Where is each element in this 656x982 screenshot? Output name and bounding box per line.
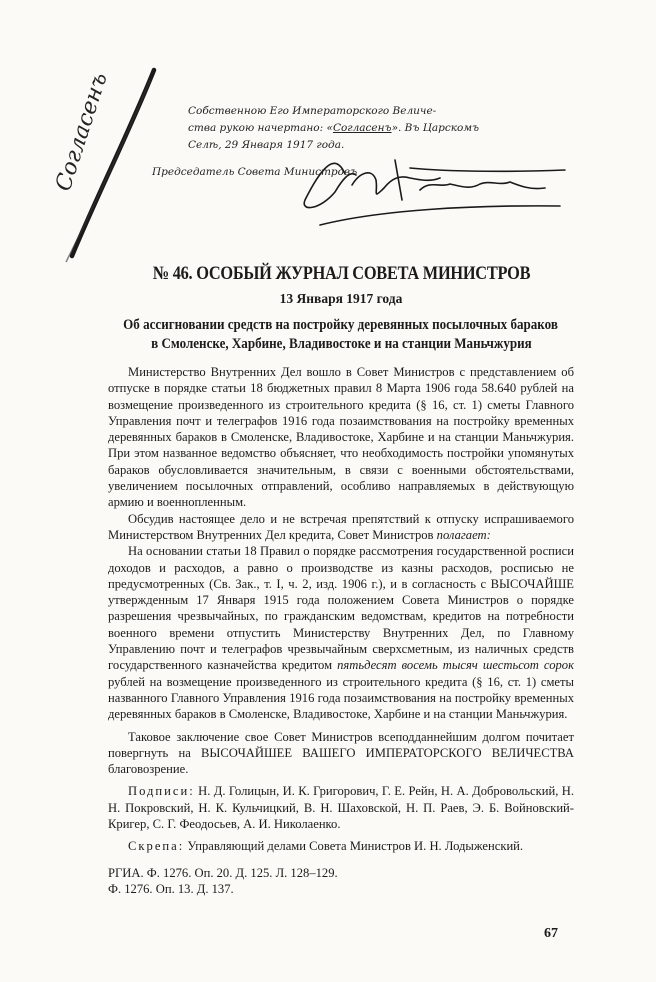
paragraph-resolution <box>108 543 574 722</box>
page-number: 67 <box>544 926 558 941</box>
countersign-text: Управляющий делами Совета Министров И. Н. Лодыженский. <box>187 839 524 854</box>
archive-references <box>108 865 574 897</box>
paragraph-conclusion: Таковое заключение свое Совет Министров всеподданнейшим долгом почитает повергнуть на ВЫСОЧАЙШЕЕ ВАШЕГО ИМПЕРАТОРСКОГО ВЕЛИЧЕСТВА благовозрение. <box>108 729 574 777</box>
document-column <box>108 262 574 897</box>
paragraph-emphasis: полагает: <box>436 527 491 542</box>
resolution-approved-word: Согласенъ <box>332 122 392 134</box>
signatures <box>108 783 574 832</box>
subtitle-text: Об ассигновании средств на постройку деревянных посылочных бараков <box>123 317 559 333</box>
paragraph-discussion <box>108 511 574 544</box>
resolution-text: ства рукою начертано: « <box>188 122 333 134</box>
document-title <box>108 262 574 286</box>
imperial-resolution <box>188 103 479 154</box>
document-title-text: № 46. ОСОБЫЙ ЖУРНАЛ СОВЕТА МИНИСТРОВ <box>152 263 530 284</box>
signatures-list: Н. Д. Голицын, И. К. Григорович, Г. Е. Рейн, Н. А. Добровольский, Н. Н. Покровский, Н. К. Кульчицкий, В. Н. Шаховской, Н. П. Раев, Э. Б. Войновский-Кригер, С. Г. Феодосьев, А. И. Николаенко. <box>108 784 574 832</box>
document-body <box>108 364 574 855</box>
countersign-label: Скрепа: <box>128 839 185 854</box>
marginal-approval-text: Согласенъ <box>51 69 113 195</box>
document-subtitle <box>108 316 574 354</box>
resolution-line-2 <box>188 120 479 137</box>
countersignature <box>108 838 574 854</box>
amount-in-words: пятьдесят восемь тысяч шестьсот сорок <box>337 658 574 673</box>
subtitle-line <box>108 316 574 335</box>
resolution-line-1: Собственною Его Императорского Величе- <box>188 105 437 117</box>
paragraph-text: На основании статьи 18 Правил о порядке рассмотрения государственной росписи доходов и расходов, а равно о производстве из казны расходов, росписью не предусмотренных (Св. Зак., т. I, ч. 2, изд. 1906 г.), и в согласность с ВЫСОЧАЙШЕ утвержденным 17 Января 1915 года положением Совета Министров о порядке разрешения чрезвычайных, по гражданским ведомствам, кредитов на потребности военного времени отпустить Министерству Внутренних Дел, по Главному Управлению почт и телеграфов чрезвычайным сверхсметным, из наличных средств государственного казначейства кредитом <box>108 544 574 673</box>
paragraph-text: Обсудив настоящее дело и не встречая препятствий к отпуску испрашиваемого Министерством Внутренних Дел кредита, Совет Министров <box>108 511 574 542</box>
subtitle-text: в Смоленске, Харбине, Владивостоке и на станции Маньчжурия <box>150 336 532 352</box>
archive-reference: Ф. 1276. Оп. 13. Д. 137. <box>108 881 234 896</box>
resolution-line-3: Селѣ, 29 Января 1917 года. <box>188 139 345 151</box>
chairman-label: Председатель Совета Министровъ <box>152 166 358 178</box>
paragraph-text: рублей на возмещение произведенного из строительного кредита (§ 16, ст. 1) сметы названного Главного Управления 1916 года позаимствования на постройку временных деревянных бараков в Смоленске, Владивостоке, Харбине и на станции Маньчжурия. <box>108 674 574 722</box>
document-date: 13 Января 1917 года <box>279 291 403 306</box>
archive-reference: РГИА. Ф. 1276. Оп. 20. Д. 125. Л. 128–129. <box>108 865 338 880</box>
signatures-label: Подписи: <box>128 784 195 799</box>
resolution-text: ». Въ Царскомъ <box>391 122 480 134</box>
paragraph-submission: Министерство Внутренних Дел вошло в Совет Министров с представлением об отпуске в порядке статьи 18 бюджетных правил 8 Марта 1906 года 58.640 рублей на возмещение произведенного из строительного кредита (§ 16, ст. 1) сметы Главного Управления почт и телеграфов 1916 года позаимствования на постройку временных деревянных бараков в Смоленске, Владивостоке, Харбине и на станции Маньчжурия. При этом названное ведомство объясняет, что необходимость постройки упомянутых бараков обусловливается значительным, в связи с военными обстоятельствами, увеличением посылочных отправлений, особливо направляемых в действующую армию и военнопленным. <box>108 365 574 510</box>
subtitle-line <box>108 335 574 354</box>
